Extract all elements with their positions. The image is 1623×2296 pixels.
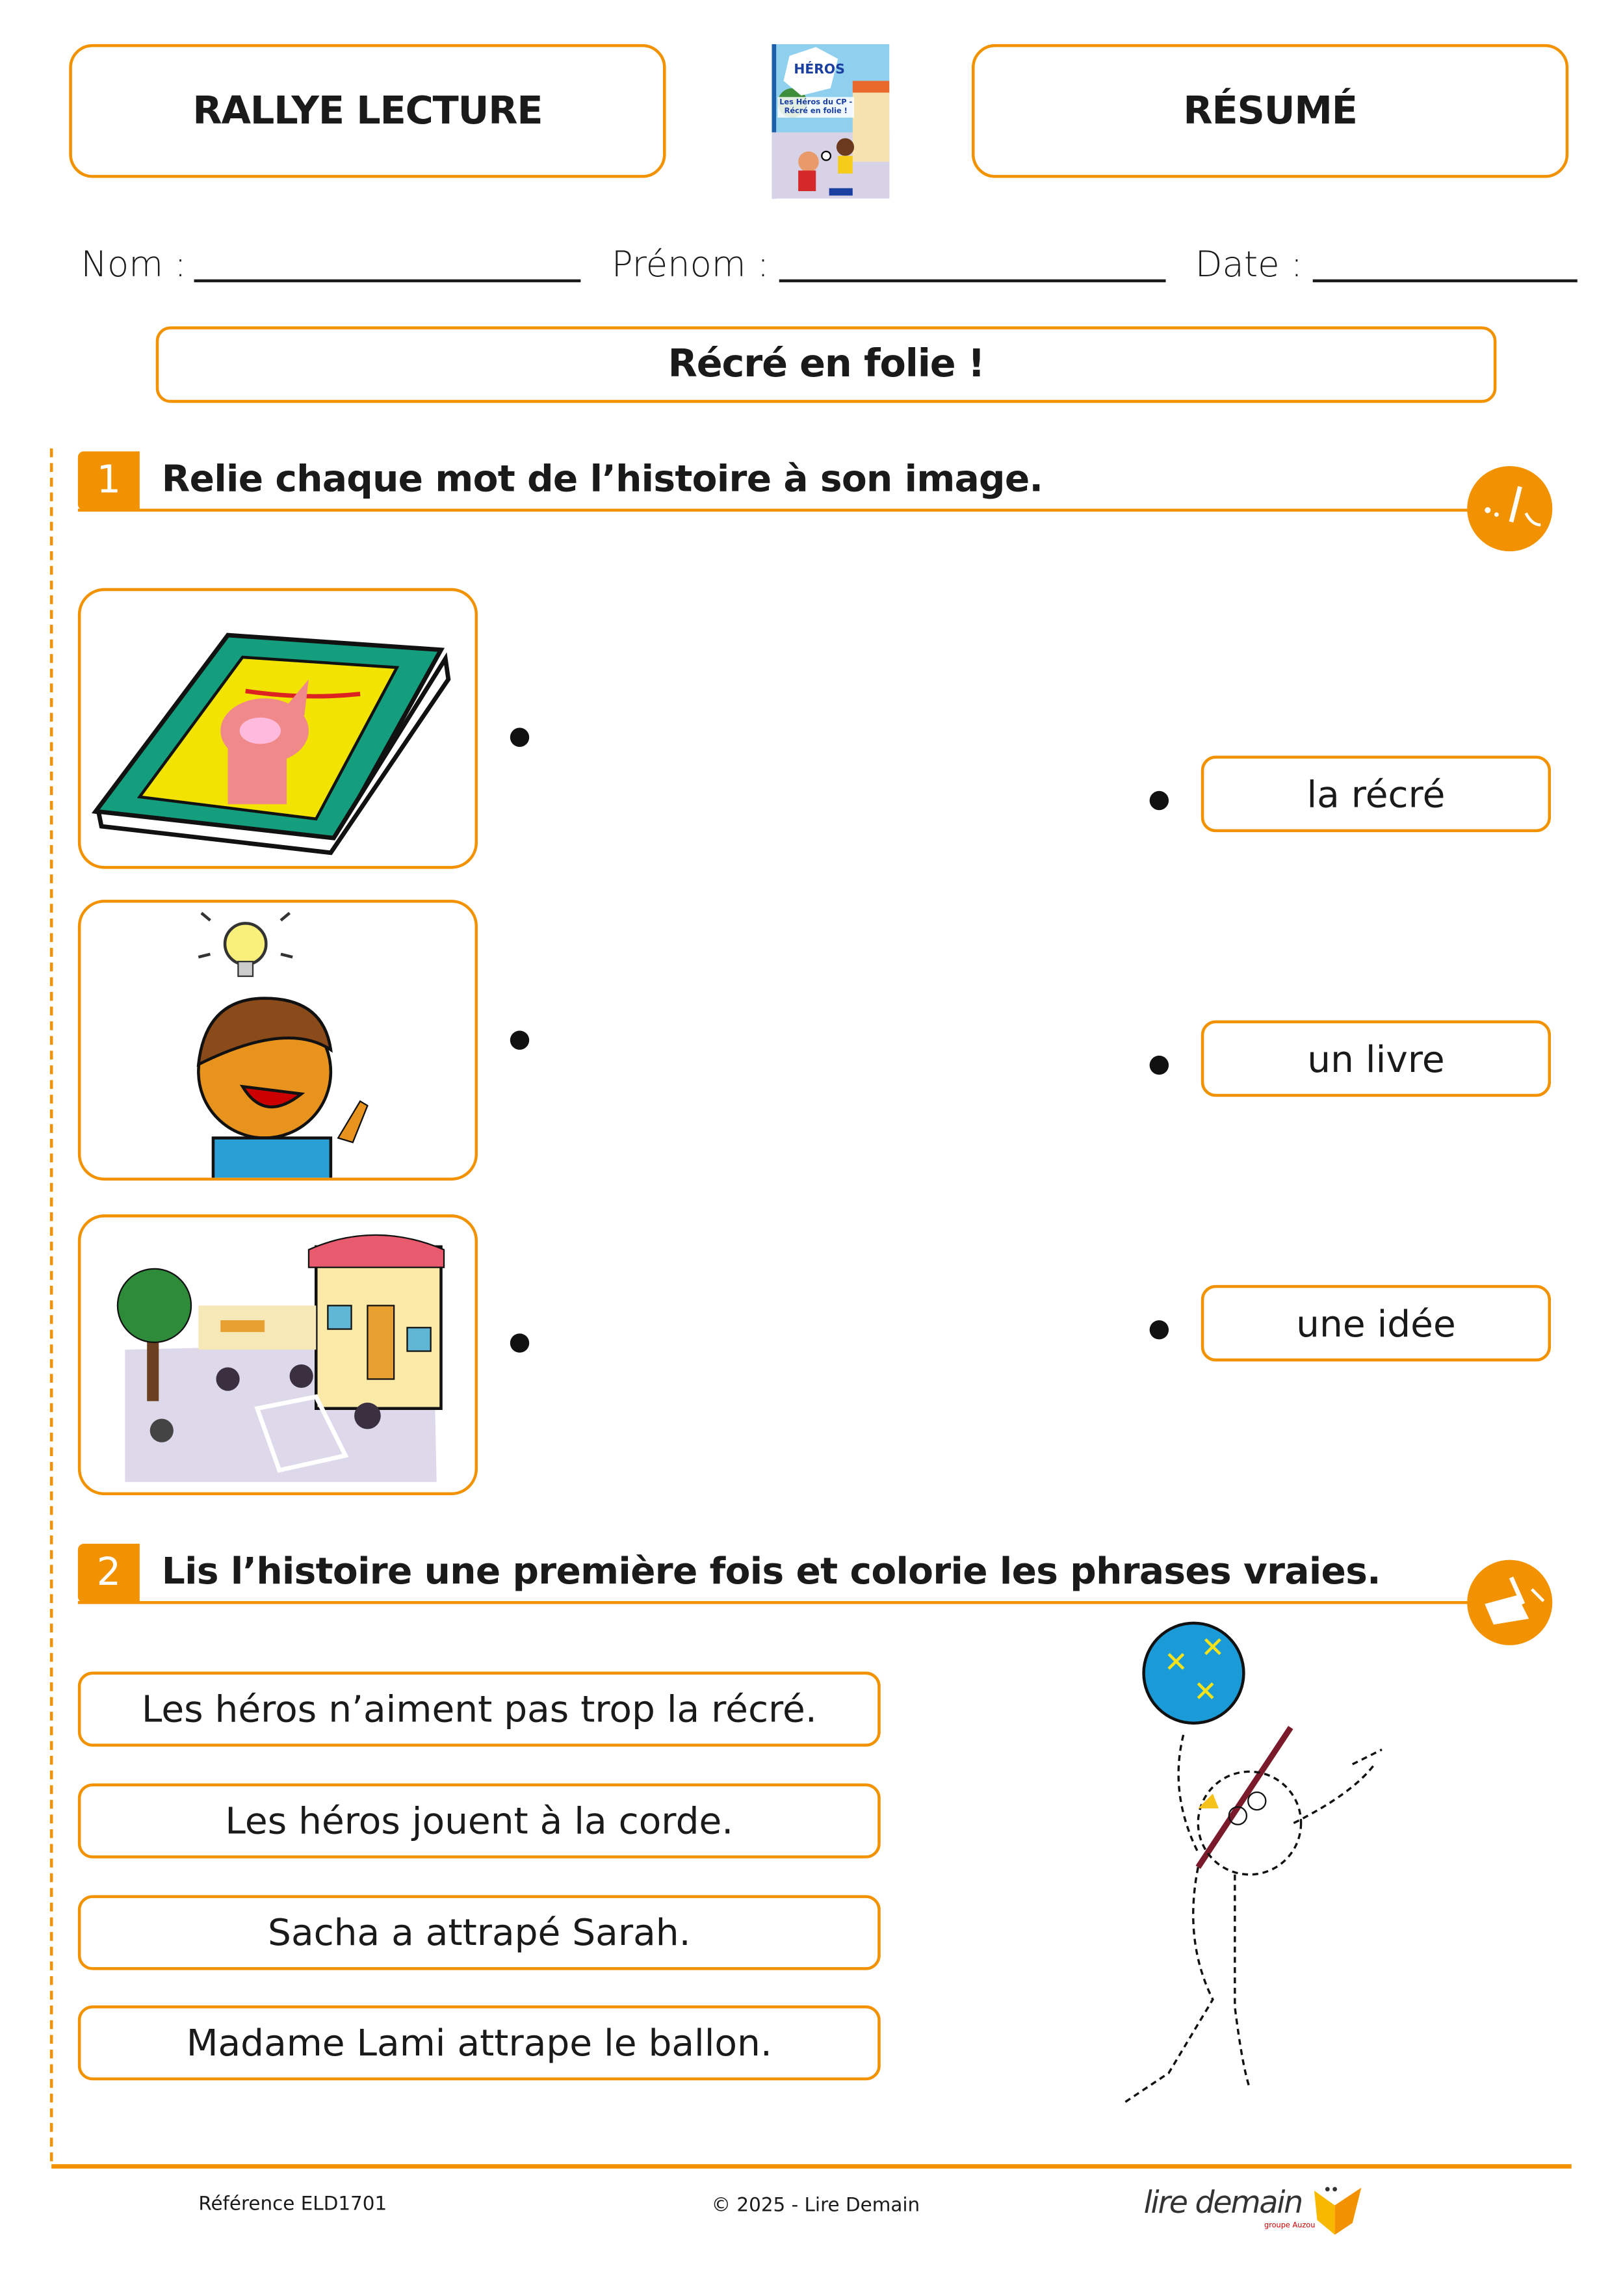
sentence-text: Madame Lami attrape le ballon. [186,2021,772,2065]
logo-subtext: groupe Auzou [1264,2221,1316,2230]
book-cover-title: Les Héros du CP - Récré en folie ! [777,97,854,118]
header-right-title: RÉSUMÉ [1183,88,1357,133]
section2-underline [78,1601,1475,1604]
prenom-label: Prénom : [611,244,770,285]
word-label: un livre [1307,1037,1445,1080]
link-dot-word-3[interactable] [1150,1320,1169,1339]
margin-dotted-line [50,449,53,2161]
section1-underline [78,509,1475,512]
idea-boy-image [78,900,478,1181]
section1-number-badge [78,451,140,510]
logo-text: lire demain [1143,2184,1303,2221]
book-image [78,588,478,869]
footer-copyright: © 2025 - Lire Demain [711,2195,920,2217]
sentence-text: Sacha a attrapé Sarah. [268,1911,691,1954]
book-cover-image [772,44,889,198]
sentence-box[interactable] [78,1895,881,1970]
sentence-box[interactable] [78,2005,881,2080]
footer-reference: Référence ELD1701 [198,2193,387,2216]
word-box [1201,1285,1551,1362]
section2-number-badge [78,1544,140,1602]
prenom-input-line[interactable] [779,280,1166,283]
section1-number: 1 [96,458,122,503]
word-box [1201,1021,1551,1097]
playground-image [78,1214,478,1495]
resume-box [972,44,1568,178]
word-label: la récré [1306,772,1446,816]
sentence-box[interactable] [78,1672,881,1747]
nom-input-line[interactable] [194,280,581,283]
link-dot-image-1[interactable] [510,728,529,747]
sentence-text: Les héros jouent à la corde. [225,1799,734,1842]
svg-text:HÉROS: HÉROS [794,61,845,77]
lire-demain-logo [1144,2185,1364,2237]
coloring-icon [1467,1560,1552,1645]
footer-divider [51,2164,1572,2169]
book-title-box [156,326,1497,403]
book-title: Récré en folie ! [668,342,985,387]
rallye-lecture-box [69,44,666,178]
sentence-text: Les héros n’aiment pas trop la récré. [141,1688,817,1731]
link-dot-image-3[interactable] [510,1333,529,1352]
date-input-line[interactable] [1313,280,1578,283]
pencil-link-icon [1467,466,1552,551]
section2-title: Lis l’histoire une première fois et colorie les phrases vraies. [161,1549,1381,1593]
link-dot-word-2[interactable] [1150,1056,1169,1075]
link-dot-word-1[interactable] [1150,791,1169,810]
date-label: Date : [1195,244,1303,285]
word-label: une idée [1296,1301,1456,1345]
sentence-box[interactable] [78,1783,881,1858]
link-dot-image-2[interactable] [510,1030,529,1049]
section1-title: Relie chaque mot de l’histoire à son image. [161,457,1043,500]
section2-number: 2 [96,1551,122,1595]
header-left-title: RALLYE LECTURE [192,88,543,133]
juggling-character-illustration [1058,1617,1411,2124]
word-box [1201,756,1551,833]
nom-label: Nom : [81,244,187,285]
